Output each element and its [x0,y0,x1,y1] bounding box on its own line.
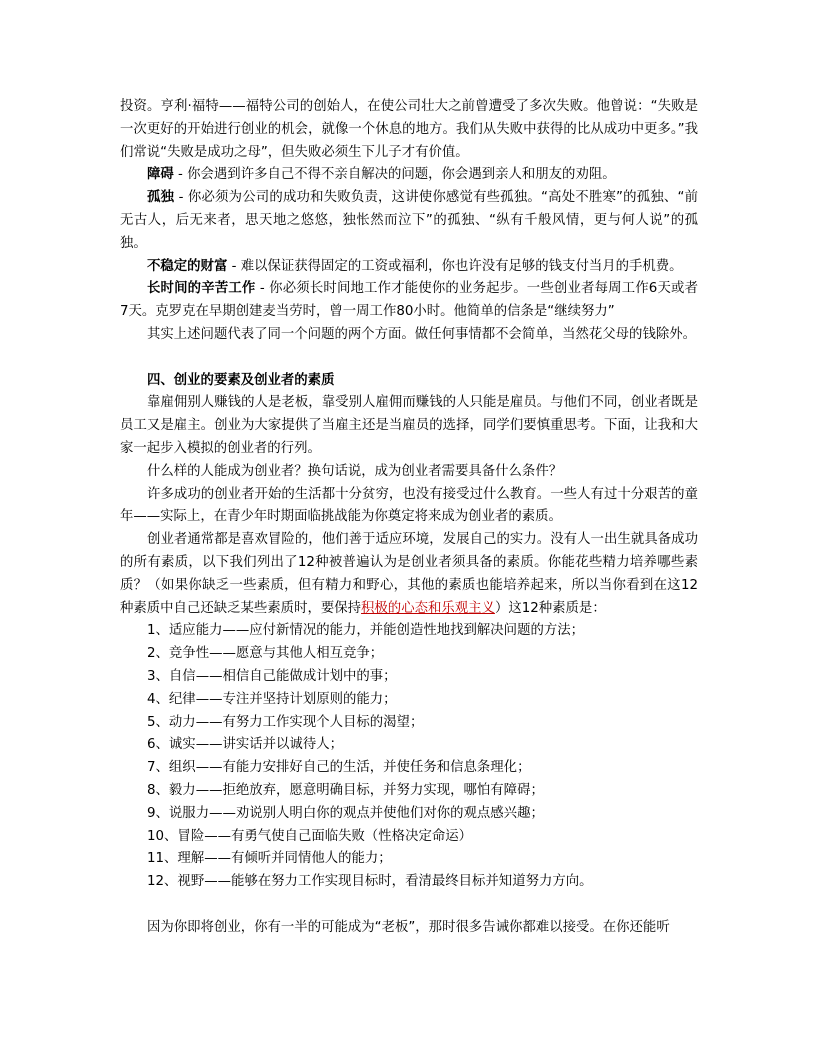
list-item: 6、诚实——讲实话并以诚待人； [147,737,343,753]
paragraph-summary [120,324,698,347]
term-long-hours: 长时间的辛苦工作 [147,281,256,297]
term-unstable-wealth: 不稳定的财富 [147,258,228,274]
paragraph-traits-intro [120,529,698,620]
paragraph-henry-ford [120,96,698,164]
paragraph-final [120,917,698,940]
list-item: 2、竞争性——愿意与其他人相互竞争； [147,646,384,662]
loneliness-text: - 你必须为公司的成功和失败负责，这讲使你感觉有些孤独。“高处不胜寒”的孤独、“前无古人，后无来者，思天地之悠悠，独怅然而泣下”的孤独、“纵有千般风情，更与何人说”的孤独。 [120,190,699,251]
obstacle-text: - 你会遇到许多自己不得不亲自解决的问题，你会遇到亲人和朋友的劝阻。 [173,167,616,183]
list-item: 8、毅力——拒绝放弃，愿意明确目标，并努力实现，哪怕有障碍； [147,782,544,798]
positive-mindset-link[interactable]: 积极的心态和乐观主义 [361,600,495,616]
list-item: 3、自信——相信自己能做成计划中的事； [147,668,397,684]
traits-intro-text: 创业者通常都是喜欢冒险的，他们善于适应环境，发展自己的实力。没有人一出生就具备成功的所有素质，以下我们列出了12种被普遍认为是创业者须具备的素质。你能花些精力培养哪些素质？（如果你缺乏一些素质，但有精力和野心，其他的素质也能培养起来，所以当你看到在这12种素质中自己还缺乏某些素质时，要保持 [120,532,698,616]
poverty-text: 许多成功的创业者开始的生活都十分贫穷，也没有接受过什么教育。一些人有过十分艰苦的童年——实际上，在青少年时期面临挑战能为你奠定将来成为创业者的素质。 [120,486,698,525]
boss-employee-text: 靠雇佣别人赚钱的人是老板，靠受别人雇佣而赚钱的人只能是雇员。与他们不同，创业者既是员工又是雇主。创业为大家提供了当雇主还是当雇员的选择，同学们要慎重思考。下面，让我和大家一起步入模拟的创业者的行列。 [120,395,698,456]
paragraph-unstable-wealth [120,256,698,279]
section-heading: 四、创业的要素及创业者的素质 [147,372,335,388]
paragraph-henry-ford-text: 投资。亨利·福特——福特公司的创始人，在使公司壮大之前曾遭受了多次失败。他曾说：“失败是一次更好的开始进行创业的机会，就像一个休息的地方。我们从失败中获得的比从成功中更多。”我们常说“失败是成功之母”，但失败必须生下儿子才有价值。 [120,99,698,160]
list-item: 9、说服力——劝说别人明白你的观点并使他们对你的观点感兴趣； [147,805,544,821]
term-obstacle: 障碍 [147,167,174,183]
unstable-wealth-text: - 难以保证获得固定的工资或福利，你也许没有足够的钱支付当月的手机费。 [227,258,683,274]
traits-intro-tail: ）这12种素质是： [494,600,606,616]
blank-line [120,347,698,370]
paragraph-loneliness [120,187,698,255]
term-loneliness: 孤独 [147,190,175,206]
paragraph-boss-employee [120,392,698,460]
list-item: 12、视野——能够在努力工作实现目标时，看清最终目标并知道努力方向。 [147,874,593,890]
list-item: 11、理解——有倾听并同情他人的能力； [147,851,392,867]
list-item: 4、纪律——专注并坚持计划原则的能力； [147,691,397,707]
question-text: 什么样的人能成为创业者？换句话说，成为创业者需要具备什么条件？ [147,463,563,479]
list-item: 7、组织——有能力安排好自己的生活，并使任务和信息条理化； [147,760,531,776]
final-text: 因为你即将创业，你有一半的可能成为“老板”，那时很多告诫你都难以接受。在你还能听 [147,919,670,935]
traits-list [120,620,698,894]
blank-line [120,894,698,917]
long-hours-text: - 你必须长时间地工作才能使你的业务起步。一些创业者每周工作6天或者7天。克罗克在早期创建麦当劳时，曾一周工作80小时。他简单的信条是“继续努力” [120,281,699,320]
summary-text: 其实上述问题代表了同一个问题的两个方面。做任何事情都不会简单，当然花父母的钱除外。 [147,326,697,342]
paragraph-long-hours [120,278,698,324]
list-item: 5、动力——有努力工作实现个人目标的渴望； [147,714,424,730]
paragraph-question [120,461,698,484]
paragraph-poverty [120,484,698,530]
paragraph-obstacle [120,164,698,187]
list-item: 10、冒险——有勇气使自己面临失败（性格决定命运） [147,828,473,844]
list-item: 1、适应能力——应付新情况的能力，并能创造性地找到解决问题的方法； [147,623,585,639]
document-body [120,96,698,939]
